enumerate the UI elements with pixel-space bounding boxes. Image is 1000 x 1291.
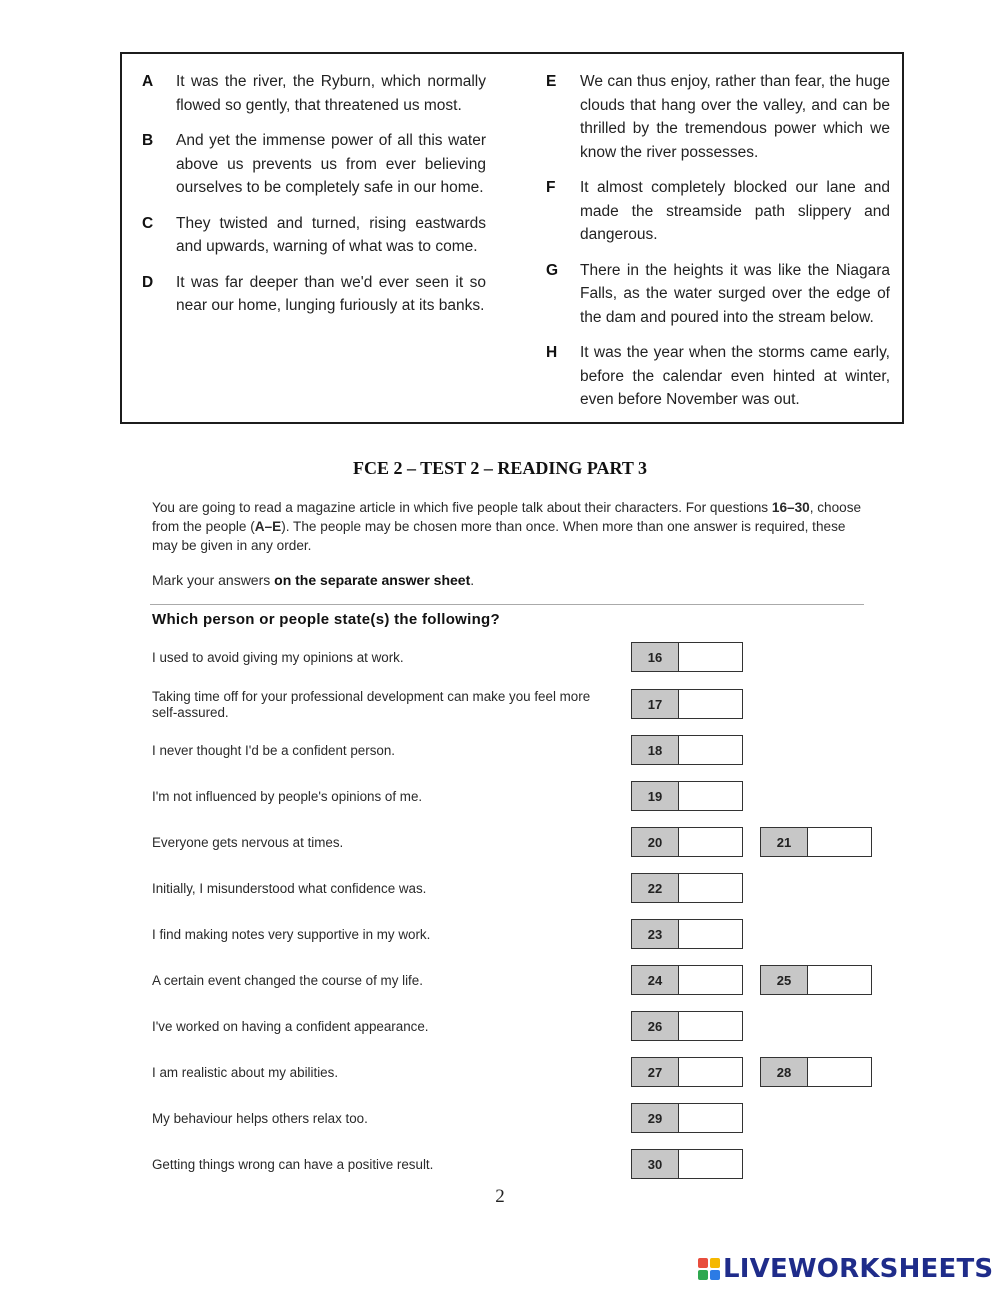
option-text: We can thus enjoy, rather than fear, the huge clouds that hang over the valley, and can be thrilled by the tremendous power which we know the river possesses. bbox=[580, 73, 890, 161]
question-number: 22 bbox=[632, 874, 679, 902]
divider bbox=[150, 604, 864, 605]
question-row bbox=[0, 1011, 1000, 1043]
option-text: It was far deeper than we'd ever seen it so near our home, lunging furiously at its banks. bbox=[176, 273, 486, 314]
question-number: 18 bbox=[632, 736, 679, 764]
instructions bbox=[152, 498, 864, 555]
question-row bbox=[0, 827, 1000, 859]
answer-box-20 bbox=[631, 827, 743, 857]
answer-box-21 bbox=[760, 827, 872, 857]
question-number: 30 bbox=[632, 1150, 679, 1178]
mark-line-prefix: Mark your answers bbox=[152, 572, 275, 588]
question-number: 29 bbox=[632, 1104, 679, 1132]
option-letter: H bbox=[546, 344, 558, 361]
page-number: 2 bbox=[495, 1186, 505, 1207]
answer-box-29 bbox=[631, 1103, 743, 1133]
answer-input-25[interactable] bbox=[808, 966, 871, 994]
matching-options-box bbox=[120, 52, 904, 424]
option-text: It almost completely blocked our lane and made the streamside path slippery and dangerous. bbox=[580, 179, 890, 243]
option-letter: C bbox=[142, 214, 154, 232]
option-text: There in the heights it was like the Niagara Falls, as the water surged over the edge of the dam and poured into the stream below. bbox=[580, 261, 890, 326]
question-text: I used to avoid giving my opinions at work. bbox=[152, 650, 404, 665]
option-letter: A bbox=[142, 73, 154, 90]
answer-box-28 bbox=[760, 1057, 872, 1087]
answer-input-24[interactable] bbox=[679, 966, 742, 994]
option-letter: E bbox=[546, 73, 557, 90]
question-text: My behaviour helps others relax too. bbox=[152, 1111, 368, 1126]
answer-input-23[interactable] bbox=[679, 920, 742, 948]
mark-answers-note bbox=[152, 572, 474, 588]
answer-box-16 bbox=[631, 642, 743, 672]
question-number: 25 bbox=[761, 966, 808, 994]
answer-box-18 bbox=[631, 735, 743, 765]
options-right-column bbox=[546, 70, 890, 424]
question-row bbox=[0, 689, 1000, 721]
question-row bbox=[0, 781, 1000, 813]
question-number: 26 bbox=[632, 1012, 679, 1040]
answer-input-29[interactable] bbox=[679, 1104, 742, 1132]
question-number: 24 bbox=[632, 966, 679, 994]
option-b bbox=[142, 129, 486, 200]
question-number: 23 bbox=[632, 920, 679, 948]
option-d bbox=[142, 271, 486, 318]
option-c bbox=[142, 212, 486, 259]
liveworksheets-logo bbox=[698, 1254, 993, 1284]
question-row bbox=[0, 919, 1000, 951]
options-left-column bbox=[142, 70, 486, 330]
question-number: 16 bbox=[632, 643, 679, 671]
option-letter: D bbox=[142, 273, 154, 291]
question-text: Initially, I misunderstood what confidence was. bbox=[152, 881, 427, 896]
question-number: 27 bbox=[632, 1058, 679, 1086]
answer-box-23 bbox=[631, 919, 743, 949]
question-text: I'm not influenced by people's opinions of me. bbox=[152, 789, 423, 804]
answer-input-22[interactable] bbox=[679, 874, 742, 902]
option-text: It was the year when the storms came early, before the calendar even hinted at winter, even before November was out. bbox=[580, 344, 890, 408]
answer-box-22 bbox=[631, 873, 743, 903]
answer-input-16[interactable] bbox=[679, 643, 742, 671]
question-text: A certain event changed the course of my life. bbox=[152, 973, 423, 988]
question-number: 21 bbox=[761, 828, 808, 856]
question-row bbox=[0, 1149, 1000, 1181]
answer-input-21[interactable] bbox=[808, 828, 871, 856]
instructions-text: You are going to read a magazine article in which five people talk about their characters. For questions bbox=[152, 500, 772, 515]
brand-name: LIVEWORKSHEETS bbox=[723, 1254, 994, 1284]
question-text: Getting things wrong can have a positive result. bbox=[152, 1157, 434, 1172]
question-number: 17 bbox=[632, 690, 679, 718]
answer-box-25 bbox=[760, 965, 872, 995]
answer-box-17 bbox=[631, 689, 743, 719]
question-number: 20 bbox=[632, 828, 679, 856]
question-row bbox=[0, 873, 1000, 905]
instructions-text: , choose from the people ( bbox=[152, 500, 862, 534]
answer-input-28[interactable] bbox=[808, 1058, 871, 1086]
question-text: I find making notes very supportive in my work. bbox=[152, 927, 431, 942]
question-row bbox=[0, 1057, 1000, 1089]
question-heading: Which person or people state(s) the following? bbox=[152, 611, 500, 628]
mark-line-bold: on the separate answer sheet bbox=[274, 572, 471, 588]
page-title: FCE 2 – TEST 2 – READING PART 3 bbox=[352, 458, 648, 478]
answer-input-17[interactable] bbox=[679, 690, 742, 718]
option-f bbox=[546, 176, 890, 247]
logo-tile-1 bbox=[698, 1258, 708, 1268]
logo-tile-4 bbox=[710, 1270, 720, 1280]
question-text: I never thought I'd be a confident person. bbox=[152, 743, 396, 758]
instructions-text: ). The people may be chosen more than once. When more than one answer is required, these may be given in any order. bbox=[152, 519, 846, 553]
answer-input-26[interactable] bbox=[679, 1012, 742, 1040]
option-letter: B bbox=[142, 132, 154, 149]
option-h bbox=[546, 341, 890, 412]
option-g bbox=[546, 259, 890, 330]
logo-tile-3 bbox=[698, 1270, 708, 1280]
question-range: 16–30 bbox=[771, 500, 810, 515]
question-row bbox=[0, 642, 1000, 674]
answer-input-18[interactable] bbox=[679, 736, 742, 764]
question-row bbox=[0, 735, 1000, 767]
option-letter: G bbox=[546, 261, 559, 279]
answer-box-24 bbox=[631, 965, 743, 995]
question-number: 19 bbox=[632, 782, 679, 810]
logo-icon bbox=[698, 1258, 720, 1280]
answer-box-30 bbox=[631, 1149, 743, 1179]
answer-input-20[interactable] bbox=[679, 828, 742, 856]
question-text: Taking time off for your professional development can make you feel more self-assured. bbox=[152, 689, 591, 720]
answer-box-19 bbox=[631, 781, 743, 811]
question-number: 28 bbox=[761, 1058, 808, 1086]
answer-input-30[interactable] bbox=[679, 1150, 742, 1178]
answer-input-19[interactable] bbox=[679, 782, 742, 810]
option-e bbox=[546, 70, 890, 164]
answer-box-27 bbox=[631, 1057, 743, 1087]
question-text: I've worked on having a confident appearance. bbox=[152, 1019, 429, 1034]
option-text: It was the river, the Ryburn, which normally flowed so gently, that threatened us most. bbox=[176, 73, 486, 114]
question-row bbox=[0, 1103, 1000, 1135]
answer-box-26 bbox=[631, 1011, 743, 1041]
question-text: Everyone gets nervous at times. bbox=[152, 835, 344, 850]
logo-tile-2 bbox=[710, 1258, 720, 1268]
option-a bbox=[142, 70, 486, 117]
answer-input-27[interactable] bbox=[679, 1058, 742, 1086]
option-letter: F bbox=[546, 179, 556, 196]
question-text: I am realistic about my abilities. bbox=[152, 1065, 339, 1080]
question-row bbox=[0, 965, 1000, 997]
option-text: They twisted and turned, rising eastwards and upwards, warning of what was to come. bbox=[176, 214, 486, 255]
option-text: And yet the immense power of all this water above us prevents us from ever believing ourselves to be completely safe in our home. bbox=[176, 132, 486, 196]
people-range: A–E bbox=[254, 519, 282, 534]
mark-line-suffix: . bbox=[470, 572, 475, 588]
